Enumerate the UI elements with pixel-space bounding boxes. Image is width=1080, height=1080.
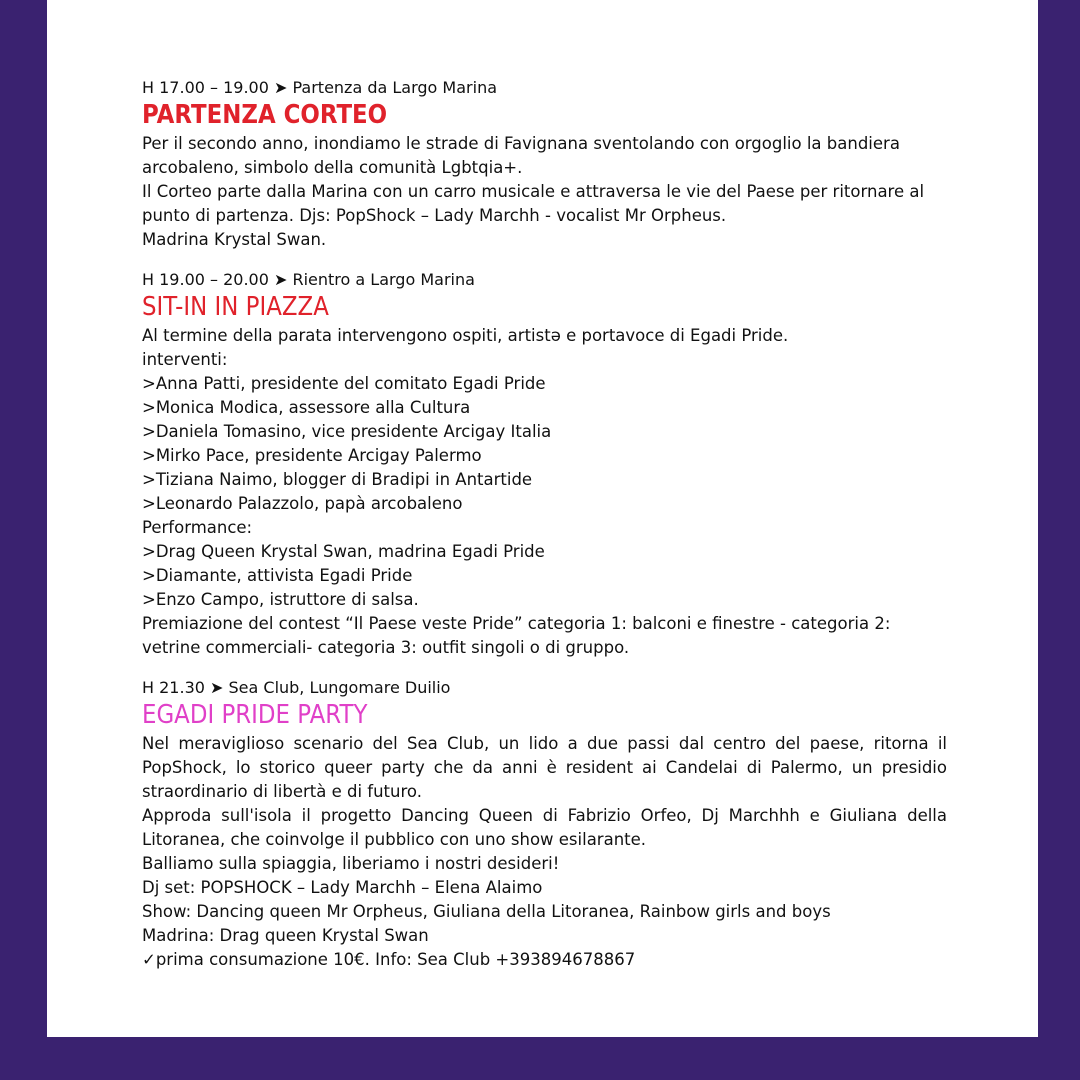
body-line: Approda sull'isola il progetto Dancing Queen di Fabrizio Orfeo, Dj Marchhh e Giuliana della Litoranea, che coinvolge il pubblico con uno show esilarante. bbox=[142, 806, 947, 849]
body-line: Madrina: Drag queen Krystal Swan bbox=[142, 926, 429, 945]
section-sit-in bbox=[142, 270, 947, 660]
list-item: >Tiziana Naimo, blogger di Bradipi in Antartide bbox=[142, 470, 533, 489]
list-item: >Mirko Pace, presidente Arcigay Palermo bbox=[142, 446, 482, 465]
list-item: >Diamante, attivista Egadi Pride bbox=[142, 566, 413, 585]
section-time: H 21.30 ➤ Sea Club, Lungomare Duilio bbox=[142, 678, 451, 697]
body-line: Performance: bbox=[142, 518, 253, 537]
body-line: Premiazione del contest “Il Paese veste Pride” categoria 1: balconi e finestre - categoria 2: vetrine commerciali- categoria 3: outfit singoli o di gruppo. bbox=[142, 614, 891, 657]
section-time: H 19.00 – 20.00 ➤ Rientro a Largo Marina bbox=[142, 270, 475, 289]
list-item: >Enzo Campo, istruttore di salsa. bbox=[142, 590, 419, 609]
section-title: SIT-IN IN PIAZZA bbox=[142, 292, 329, 322]
list-item: >Monica Modica, assessore alla Cultura bbox=[142, 398, 471, 417]
program-content bbox=[142, 78, 947, 990]
body-line: interventi: bbox=[142, 350, 228, 369]
list-item: >Daniela Tomasino, vice presidente Arcigay Italia bbox=[142, 422, 552, 441]
body-line: Show: Dancing queen Mr Orpheus, Giuliana della Litoranea, Rainbow girls and boys bbox=[142, 902, 831, 921]
section-title: EGADI PRIDE PARTY bbox=[142, 700, 368, 730]
body-line: Nel meraviglioso scenario del Sea Club, un lido a due passi dal centro del paese, ritorna il PopShock, lo storico queer party che da anni è resident ai Candelai di Palermo, un presidio straordinario di libertà e di futuro. bbox=[142, 734, 947, 801]
body-line: Dj set: POPSHOCK – Lady Marchh – Elena Alaimo bbox=[142, 878, 543, 897]
body-line: Al termine della parata intervengono ospiti, artistə e portavoce di Egadi Pride. bbox=[142, 326, 789, 345]
list-item: >Drag Queen Krystal Swan, madrina Egadi Pride bbox=[142, 542, 545, 561]
section-title: PARTENZA CORTEO bbox=[142, 100, 388, 130]
body-line: Madrina Krystal Swan. bbox=[142, 230, 327, 249]
body-line: Il Corteo parte dalla Marina con un carro musicale e attraversa le vie del Paese per ritornare al punto di partenza. Djs: PopShock – Lady Marchh - vocalist Mr Orpheus. bbox=[142, 182, 925, 225]
page-sheet bbox=[47, 0, 1038, 1037]
section-body bbox=[142, 732, 947, 972]
info-line: ✓prima consumazione 10€. Info: Sea Club +393894678867 bbox=[142, 950, 636, 969]
body-line: Balliamo sulla spiaggia, liberiamo i nostri desideri! bbox=[142, 854, 560, 873]
list-item: >Leonardo Palazzolo, papà arcobaleno bbox=[142, 494, 463, 513]
body-line: Per il secondo anno, inondiamo le strade di Favignana sventolando con orgoglio la bandiera arcobaleno, simbolo della comunità Lgbtqia+. bbox=[142, 134, 900, 177]
section-partenza-corteo bbox=[142, 78, 947, 252]
section-body bbox=[142, 132, 947, 252]
section-body bbox=[142, 324, 947, 660]
section-pride-party bbox=[142, 678, 947, 972]
list-item: >Anna Patti, presidente del comitato Egadi Pride bbox=[142, 374, 546, 393]
section-time: H 17.00 – 19.00 ➤ Partenza da Largo Marina bbox=[142, 78, 498, 97]
